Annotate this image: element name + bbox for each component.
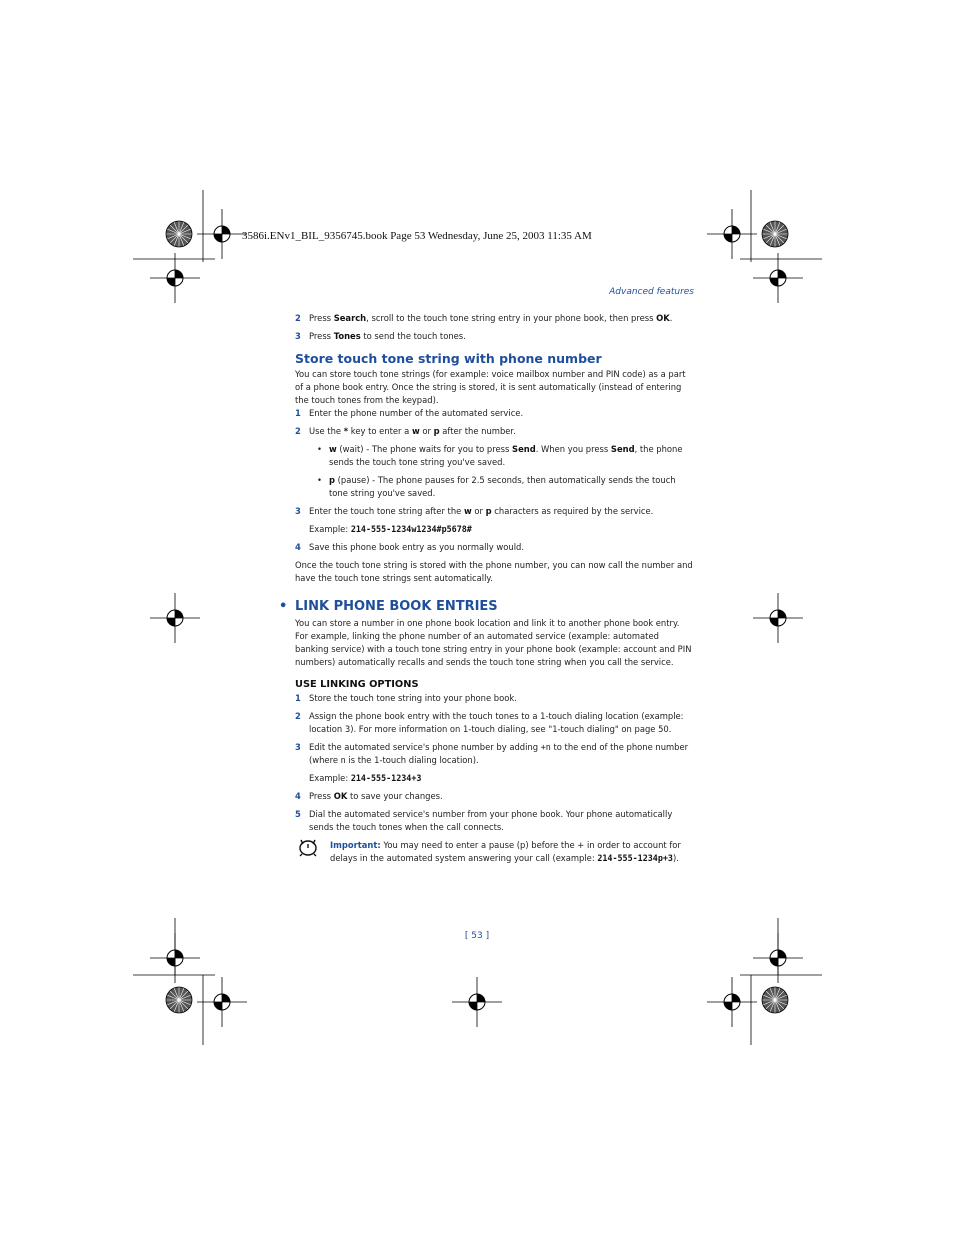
important-note: Important: You may need to enter a pause (p) before the + in order to account for delays in the automated system answering your call (example: 214-555-1234p+3). xyxy=(295,839,695,865)
chapter-heading: • LINK PHONE BOOK ENTRIES xyxy=(279,599,498,614)
key-label: w xyxy=(411,426,420,436)
bullet-dot: • xyxy=(317,444,322,454)
step-item: 5 Dial the automated service's number from your phone book. Your phone automatically sends the touch tones when the call connects. xyxy=(295,809,673,832)
step-item: 4 Save this phone book entry as you normally would. xyxy=(295,542,525,552)
step-number: 4 xyxy=(295,542,301,552)
note-label: Important: xyxy=(330,840,381,850)
paragraph: You can store touch tone strings (for example: voice mailbox number and PIN code) as a part of a phone book entry. Once the string is stored, it is sent automatically (instead of entering the touch tones from the keypad). xyxy=(295,369,686,405)
registration-mark-icon xyxy=(452,977,502,1027)
step-number: 2 xyxy=(295,426,301,436)
paragraph: You can store a number in one phone book location and link it to another phone book entry. xyxy=(295,618,680,628)
example-code: 214-555-1234w1234#p5678# xyxy=(350,524,472,534)
step-number: 3 xyxy=(295,506,301,516)
step-item: 2 Use the * key to enter a w or p after the number. xyxy=(295,426,516,436)
key-label: Search xyxy=(333,313,367,323)
starburst-icon xyxy=(762,221,788,247)
step-number: 5 xyxy=(295,809,301,819)
registration-mark-icon xyxy=(197,209,247,259)
step-number: 3 xyxy=(295,742,301,752)
page-content xyxy=(279,312,695,865)
step-item: 3 Press Tones to send the touch tones. xyxy=(295,331,466,341)
step-item: 3 Edit the automated service's phone number by adding +n to the end of the phone number (where n is the 1-touch dialing location). xyxy=(295,742,689,765)
section-heading: Store touch tone string with phone number xyxy=(295,351,602,366)
starburst-icon xyxy=(762,987,788,1013)
example-code: 214-555-1234+3 xyxy=(350,773,422,783)
step-item: 1 Enter the phone number of the automated service. xyxy=(295,408,524,418)
step-number: 2 xyxy=(295,313,301,323)
key-label: OK xyxy=(656,313,670,323)
step-number: 1 xyxy=(295,408,301,418)
inline-code: n xyxy=(340,755,346,765)
heading-bullet: • xyxy=(279,599,288,614)
paragraph: Once the touch tone string is stored with the phone number, you can now call the number and have the touch tone strings sent automatically. xyxy=(295,560,693,583)
step-number: 2 xyxy=(295,711,301,721)
registration-mark-icon xyxy=(197,977,247,1027)
example-line: Example: 214-555-1234+3 xyxy=(309,773,422,783)
key-label: OK xyxy=(333,791,348,801)
registration-mark-icon xyxy=(150,253,200,303)
step-number: 4 xyxy=(295,791,301,801)
starburst-icon xyxy=(166,221,192,247)
registration-mark-icon xyxy=(150,593,200,643)
registration-mark-icon xyxy=(753,253,803,303)
important-note-icon xyxy=(297,839,319,861)
inline-code: +n xyxy=(540,742,551,752)
bullet-dot: • xyxy=(317,475,322,485)
inline-code: 214-555-1234p+3 xyxy=(597,853,673,863)
registration-mark-icon xyxy=(707,977,757,1027)
bullet-item: • p (pause) - The phone pauses for 2.5 seconds, then automatically sends the touch tone string you've saved. xyxy=(317,475,676,498)
step-number: 3 xyxy=(295,331,301,341)
step-item: 3 Enter the touch tone string after the w or p characters as required by the service. xyxy=(295,506,654,516)
registration-mark-icon xyxy=(707,209,757,259)
step-item: 4 Press OK to save your changes. xyxy=(295,791,443,801)
example-line: Example: 214-555-1234w1234#p5678# xyxy=(309,524,472,534)
paragraph: For example, linking the phone number of an automated service (example: automated banking service) with a touch tone string entry in your phone book (example: account and PIN numbers) automatically recalls and sends the touch tone string when you call the service. xyxy=(295,631,692,667)
print-slug: 3586i.ENv1_BIL_9356745.book Page 53 Wednesday, June 25, 2003 11:35 AM xyxy=(242,230,592,242)
step-item: 2 Press Search, scroll to the touch tone string entry in your phone book, then press OK. xyxy=(295,313,673,323)
step-item: 2 Assign the phone book entry with the touch tones to a 1-touch dialing location (example: location 3). For more information on 1-touch dialing, see "1-touch dialing" on page 50. xyxy=(295,711,684,734)
starburst-icon xyxy=(166,987,192,1013)
step-item: 1 Store the touch tone string into your phone book. xyxy=(295,693,517,703)
page-number: [ 53 ] xyxy=(464,931,490,941)
registration-mark-icon xyxy=(753,593,803,643)
subheading: USE LINKING OPTIONS xyxy=(295,679,419,690)
running-head: Advanced features xyxy=(609,287,694,297)
key-label: Tones xyxy=(333,331,361,341)
bullet-item: • w (wait) - The phone waits for you to press Send. When you press Send, the phone sends the touch tone string you've saved. xyxy=(317,444,683,467)
key-label: * xyxy=(343,426,349,436)
key-label: p xyxy=(433,426,440,436)
step-number: 1 xyxy=(295,693,301,703)
